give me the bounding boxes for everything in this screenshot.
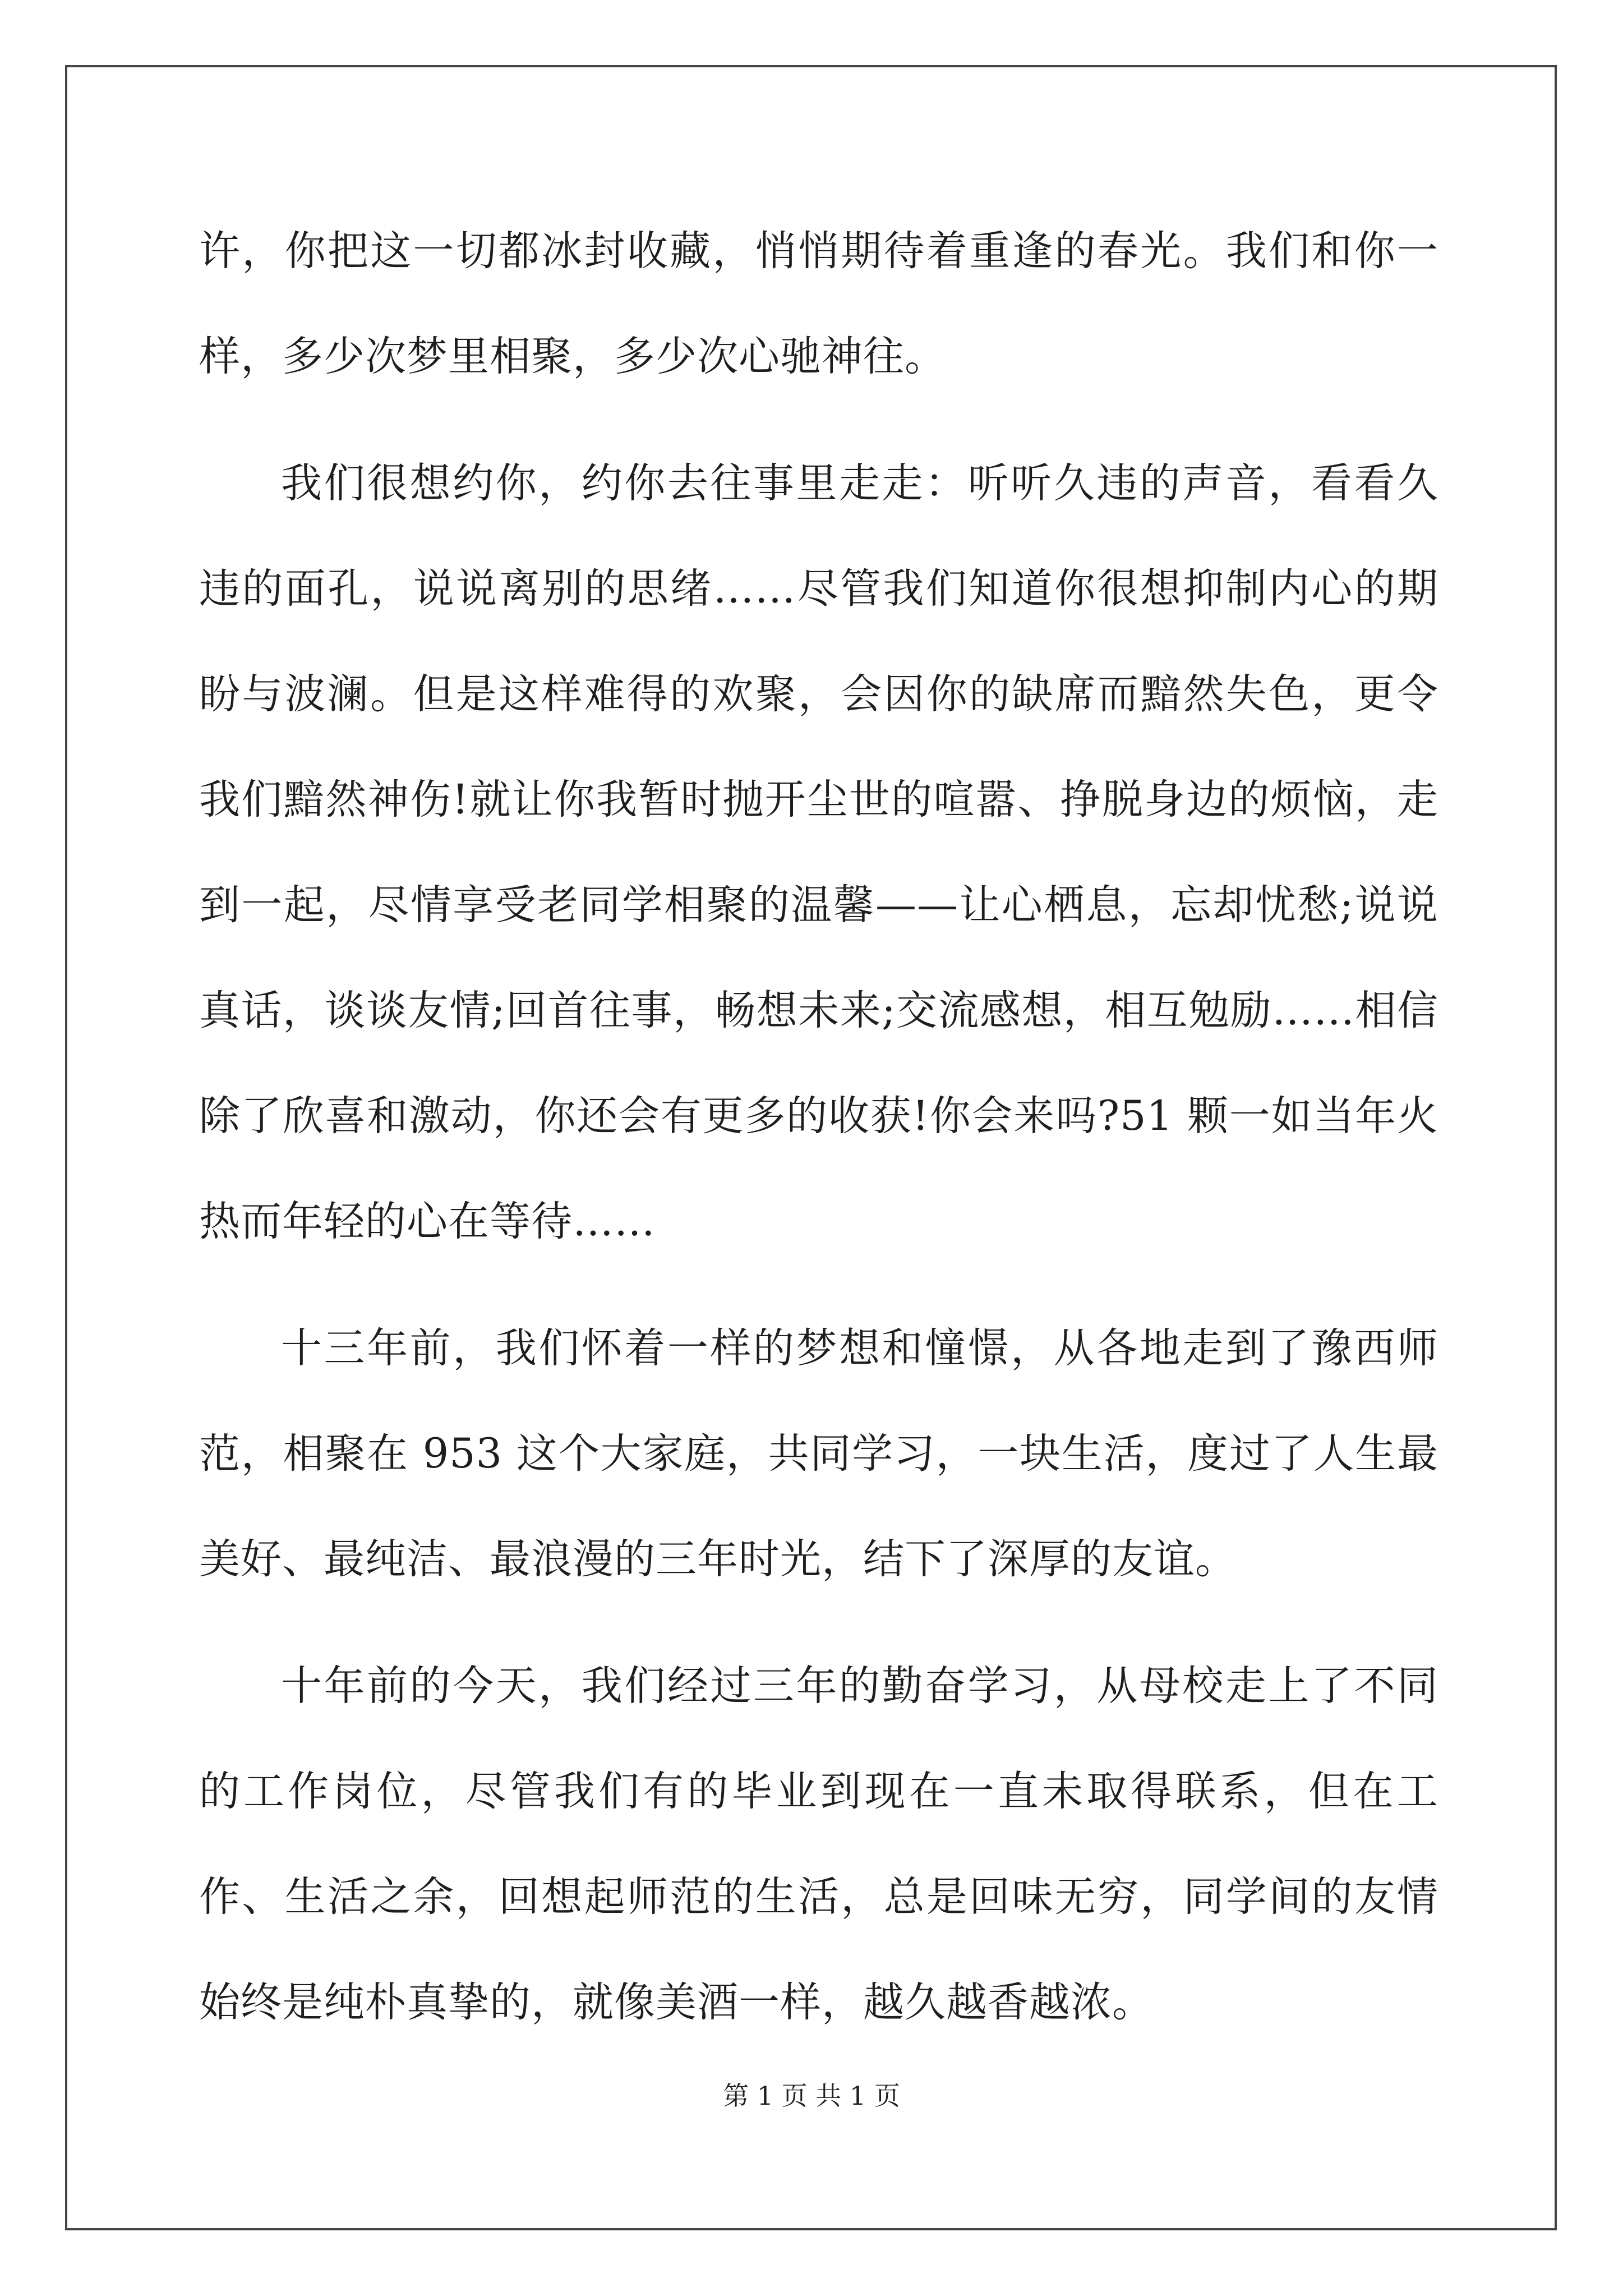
paragraph-3: 十三年前，我们怀着一样的梦想和憧憬，从各地走到了豫西师范，相聚在 953 这个大家庭，共同学习，一块生活，度过了人生最美好、最纯洁、最浪漫的三年时光，结下了深厚的友谊。 bbox=[199, 1324, 1438, 1583]
document-body bbox=[199, 199, 1438, 2077]
paragraph-4: 十年前的今天，我们经过三年的勤奋学习，从母校走上了不同的工作岗位，尽管我们有的毕业到现在一直未取得联系，但在工作、生活之余，回想起师范的生活，总是回味无穷，同学间的友情始终是纯朴真挚的，就像美酒一样，越久越香越浓。 bbox=[199, 1662, 1438, 2026]
page-footer: 第 1 页 共 1 页 bbox=[723, 2081, 900, 2111]
paragraph-2: 我们很想约你，约你去往事里走走：听听久违的声音，看看久违的面孔，说说离别的思绪……尽管我们知道你很想抑制内心的期盼与波澜。但是这样难得的欢聚，会因你的缺席而黯然失色，更令我们黯然神伤!就让你我暂时抛开尘世的喧嚣、挣脱身边的烦恼，走到一起，尽情享受老同学相聚的温馨——让心栖息，忘却忧愁;说说真话，谈谈友情;回首往事，畅想未来;交流感想，相互勉励……相信除了欣喜和激动，你还会有更多的收获!你会来吗?51 颗一如当年火热而年轻的心在等待…… bbox=[199, 459, 1438, 1245]
paragraph-1: 许，你把这一切都冰封收藏，悄悄期待着重逢的春光。我们和你一样，多少次梦里相聚，多少次心驰神往。 bbox=[199, 227, 1438, 380]
